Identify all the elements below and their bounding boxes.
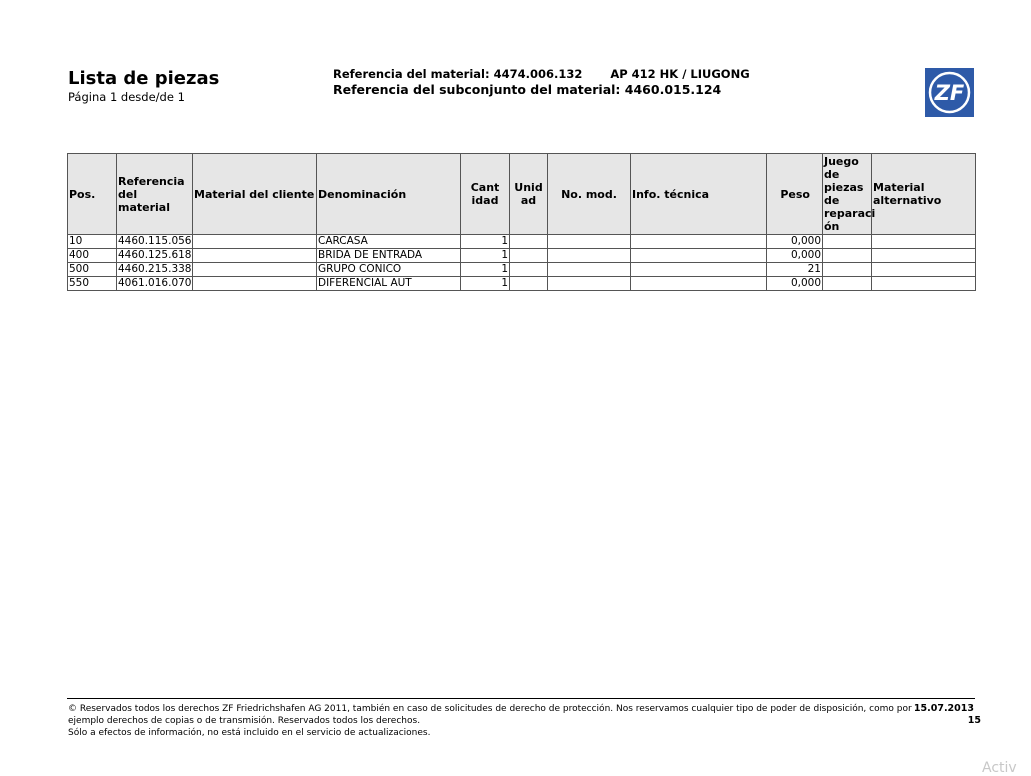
cell-pos: 10 [68, 235, 117, 249]
cell-alternative-material [872, 235, 976, 249]
footer-line-1: © Reservados todos los derechos ZF Friedrichshafen AG 2011, también en caso de solicitudes de derecho de protección. Nos reservamos cualquier tipo de poder de disposición, como por [68, 704, 912, 714]
cell-tech-info [631, 263, 767, 277]
cell-mod-no [548, 277, 631, 291]
cell-tech-info [631, 277, 767, 291]
cell-denomination: GRUPO CONICO [317, 263, 461, 277]
activation-watermark: Activ [982, 760, 1017, 776]
cell-customer-material [193, 235, 317, 249]
parts-table [67, 153, 976, 291]
col-header-pos: Pos. [68, 154, 117, 235]
cell-material-ref: 4460.115.056 [118, 235, 192, 247]
cell-unit [510, 263, 548, 277]
cell-alternative-material [872, 263, 976, 277]
cell-repair-kit [823, 235, 872, 249]
table-row [68, 235, 976, 249]
cell-tech-info [631, 235, 767, 249]
col-header-mod-no: No. mod. [548, 154, 631, 235]
col-header-material-ref: Referencia del material [117, 154, 193, 235]
zf-logo-icon [925, 68, 974, 117]
cell-weight: 21 [767, 263, 823, 277]
cell-mod-no [548, 249, 631, 263]
reference-block [333, 67, 750, 97]
col-header-unit: Unid ad [510, 154, 548, 235]
cell-weight: 0,000 [767, 277, 823, 291]
col-header-weight: Peso [767, 154, 823, 235]
cell-denomination: BRIDA DE ENTRADA [317, 249, 461, 263]
cell-pos: 400 [68, 249, 117, 263]
col-header-tech-info: Info. técnica [631, 154, 767, 235]
col-header-customer-material: Material del cliente [193, 154, 317, 235]
col-header-denomination: Denominación [317, 154, 461, 235]
cell-customer-material [193, 249, 317, 263]
subassembly-reference: Referencia del subconjunto del material: 4460.015.124 [333, 82, 722, 97]
cell-mod-no [548, 235, 631, 249]
table-header-row [68, 154, 976, 235]
cell-pos: 500 [68, 263, 117, 277]
model-name: AP 412 HK / LIUGONG [610, 67, 750, 81]
cell-customer-material [193, 263, 317, 277]
cell-repair-kit [823, 277, 872, 291]
col-header-repair-kit: Juego de piezas de reparaci ón [824, 155, 876, 233]
cell-material-ref: 4460.125.618 [118, 249, 192, 261]
cell-tech-info [631, 249, 767, 263]
material-reference: Referencia del material: 4474.006.132 [333, 67, 583, 81]
cell-unit [510, 249, 548, 263]
cell-quantity: 1 [461, 263, 510, 277]
footer-page-number: 15 [967, 715, 981, 726]
col-header-alternative-material: Material alternativo [872, 154, 976, 235]
cell-weight: 0,000 [767, 235, 823, 249]
cell-repair-kit [823, 249, 872, 263]
cell-customer-material [193, 277, 317, 291]
cell-unit [510, 235, 548, 249]
logo-text: ZF [934, 81, 965, 105]
cell-repair-kit [823, 263, 872, 277]
table-row [68, 249, 976, 263]
cell-quantity: 1 [461, 277, 510, 291]
footer-line-3: Sólo a efectos de información, no está incluido en el servicio de actualizaciones. [68, 728, 431, 738]
page-title: Lista de piezas [68, 68, 220, 89]
cell-alternative-material [872, 277, 976, 291]
cell-mod-no [548, 263, 631, 277]
cell-alternative-material [872, 249, 976, 263]
footer-copyright [68, 703, 913, 739]
cell-weight: 0,000 [767, 249, 823, 263]
footer-divider [67, 698, 975, 699]
cell-material-ref: 4460.215.338 [118, 263, 192, 275]
cell-quantity: 1 [461, 235, 510, 249]
table-row [68, 263, 976, 277]
cell-material-ref: 4061.016.070 [118, 277, 192, 289]
col-header-quantity: Cant idad [461, 154, 510, 235]
cell-denomination: CARCASA [317, 235, 461, 249]
cell-denomination: DIFERENCIAL AUT [317, 277, 461, 291]
footer-date: 15.07.2013 [913, 703, 974, 714]
footer-line-2: ejemplo derechos de copias o de transmisión. Reservados todos los derechos. [68, 716, 421, 726]
cell-quantity: 1 [461, 249, 510, 263]
page-info: Página 1 desde/de 1 [68, 90, 185, 104]
cell-pos: 550 [68, 277, 117, 291]
cell-unit [510, 277, 548, 291]
table-row [68, 277, 976, 291]
